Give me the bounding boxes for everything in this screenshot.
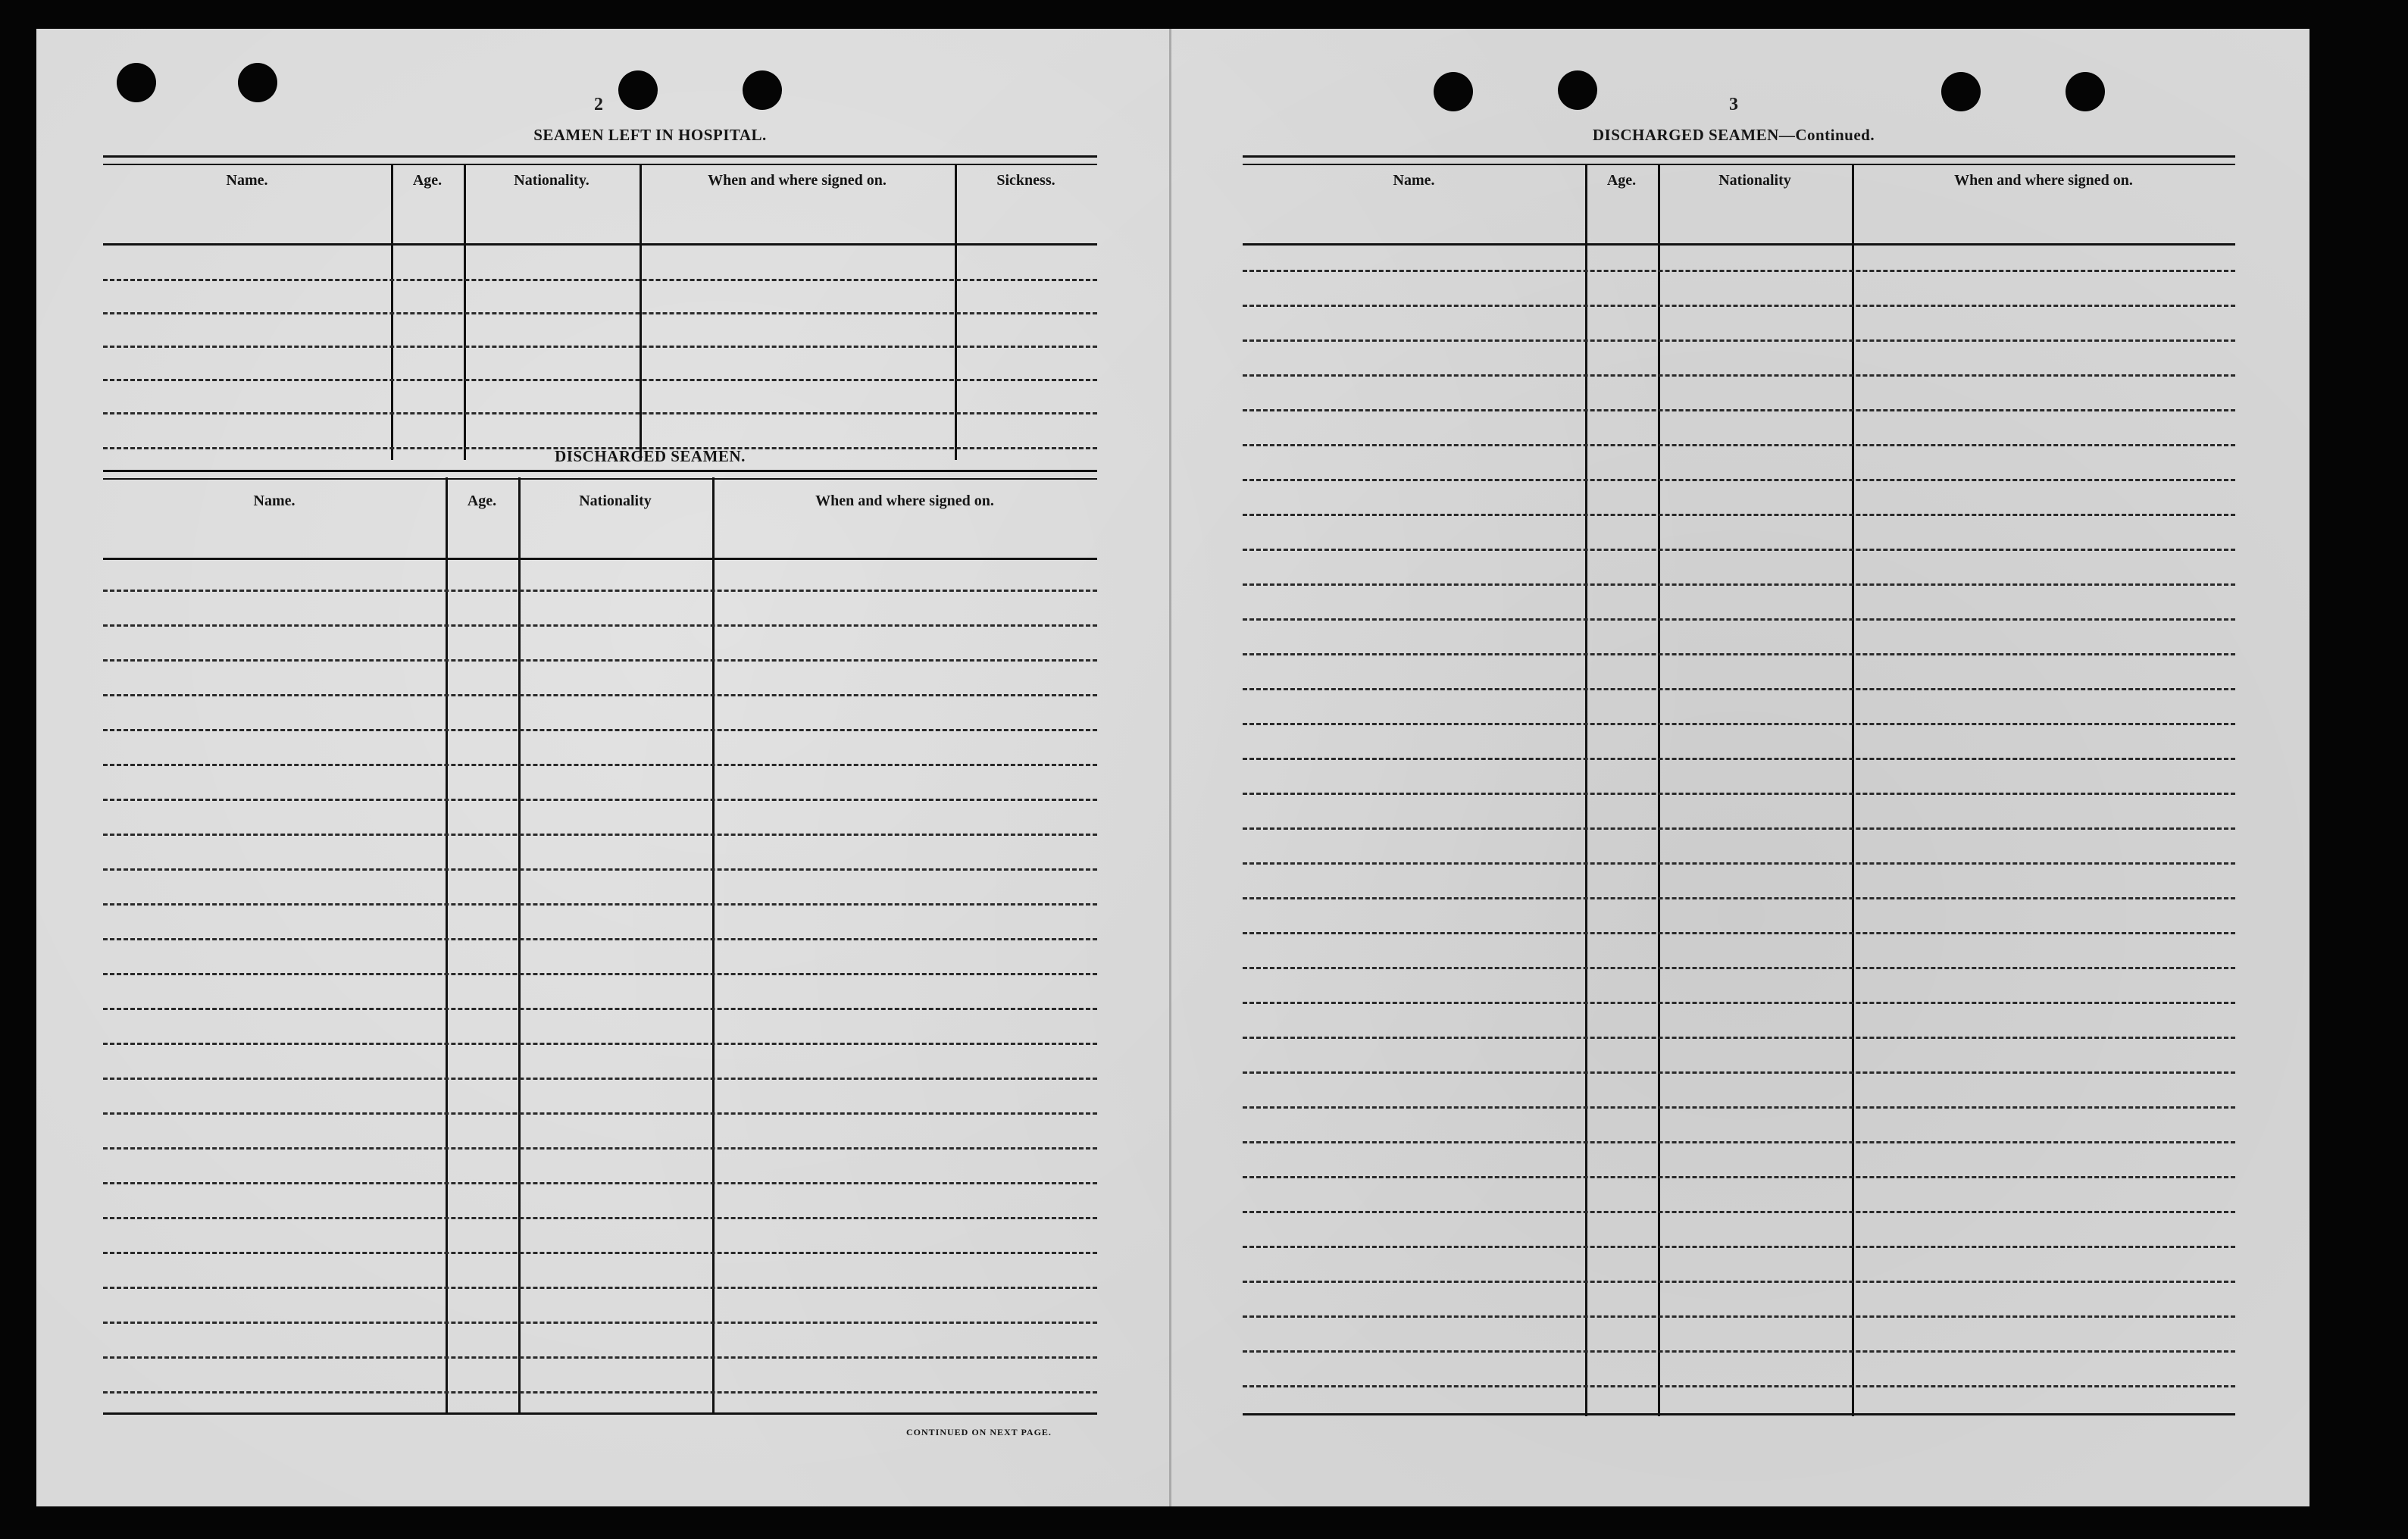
entry-line xyxy=(1243,1350,2235,1353)
entry-line xyxy=(1243,305,2235,307)
entry-line xyxy=(103,868,1097,871)
entry-line xyxy=(103,1008,1097,1010)
discharged-section-title: DISCHARGED SEAMEN. xyxy=(555,447,746,465)
entry-line xyxy=(1243,583,2235,586)
entry-line xyxy=(1243,339,2235,342)
continued-note: CONTINUED ON NEXT PAGE. xyxy=(906,1427,1052,1437)
table-bottom-rule xyxy=(1243,1413,2235,1415)
punch-hole xyxy=(238,63,277,102)
entry-line xyxy=(103,973,1097,975)
punch-hole xyxy=(117,63,156,102)
column-header: Nationality xyxy=(1718,172,1791,189)
hospital-section-title: SEAMEN LEFT IN HOSPITAL. xyxy=(533,126,767,144)
entry-line xyxy=(103,1078,1097,1080)
entry-line xyxy=(103,1287,1097,1289)
entry-line xyxy=(103,1252,1097,1254)
entry-line xyxy=(103,1356,1097,1359)
entry-line xyxy=(103,1147,1097,1150)
column-divider xyxy=(518,477,521,1414)
column-divider xyxy=(1852,164,1854,1416)
column-header: When and where signed on. xyxy=(815,493,994,509)
entry-line xyxy=(103,903,1097,906)
entry-line xyxy=(1243,653,2235,655)
entry-line xyxy=(1243,1071,2235,1074)
entry-line xyxy=(1243,1246,2235,1248)
entry-line xyxy=(103,1217,1097,1219)
column-header: Name. xyxy=(226,172,268,189)
entry-line xyxy=(1243,409,2235,411)
entry-line xyxy=(1243,270,2235,272)
entry-line xyxy=(1243,479,2235,481)
entry-line xyxy=(1243,1002,2235,1004)
document-sheet xyxy=(36,29,2309,1506)
table-top-rule xyxy=(103,155,1097,165)
entry-line xyxy=(103,1043,1097,1045)
column-header: When and where signed on. xyxy=(708,172,887,189)
entry-line xyxy=(1243,793,2235,795)
entry-line xyxy=(103,938,1097,940)
column-divider xyxy=(712,477,715,1414)
entry-line xyxy=(103,729,1097,731)
header-bottom-rule xyxy=(103,558,1097,560)
entry-line xyxy=(103,834,1097,836)
discharged-continued-table xyxy=(1243,155,2235,1418)
column-header: Name. xyxy=(253,493,296,509)
entry-line xyxy=(1243,1037,2235,1039)
entry-line xyxy=(103,1112,1097,1115)
entry-line xyxy=(103,279,1097,281)
entry-line xyxy=(1243,1106,2235,1109)
entry-line xyxy=(103,590,1097,592)
column-header: Nationality xyxy=(579,493,652,509)
column-header: Nationality. xyxy=(514,172,589,189)
column-divider xyxy=(446,477,448,1414)
entry-line xyxy=(1243,1176,2235,1178)
page-fold xyxy=(1169,29,1171,1506)
entry-line xyxy=(1243,549,2235,551)
column-header: Age. xyxy=(1606,172,1637,189)
entry-line xyxy=(103,1322,1097,1324)
entry-line xyxy=(1243,374,2235,377)
punch-hole xyxy=(1558,70,1597,110)
entry-line xyxy=(103,312,1097,314)
entry-line xyxy=(103,694,1097,696)
column-header: Age. xyxy=(412,172,443,189)
entry-line xyxy=(103,346,1097,348)
header-bottom-rule xyxy=(103,243,1097,246)
page-number-right: 3 xyxy=(1729,95,1738,114)
column-divider xyxy=(1658,164,1660,1416)
header-bottom-rule xyxy=(1243,243,2235,246)
entry-line xyxy=(1243,827,2235,830)
punch-hole xyxy=(618,70,658,110)
punch-hole xyxy=(743,70,782,110)
entry-line xyxy=(103,799,1097,801)
entry-line xyxy=(103,412,1097,414)
punch-hole xyxy=(1434,72,1473,111)
table-top-rule xyxy=(1243,155,2235,165)
entry-line xyxy=(1243,967,2235,969)
column-header: Age. xyxy=(467,493,497,509)
column-header: Sickness. xyxy=(996,172,1055,189)
table-bottom-rule xyxy=(103,1412,1097,1415)
hospital-table xyxy=(103,155,1097,460)
column-header: Name. xyxy=(1393,172,1435,189)
entry-line xyxy=(1243,897,2235,899)
column-header: When and where signed on. xyxy=(1954,172,2133,189)
entry-line xyxy=(1243,1141,2235,1143)
discharged-continued-title: DISCHARGED SEAMEN—Continued. xyxy=(1592,126,1875,144)
entry-line xyxy=(103,764,1097,766)
entry-line xyxy=(1243,514,2235,516)
column-divider xyxy=(1585,164,1587,1416)
entry-line xyxy=(1243,1315,2235,1318)
entry-line xyxy=(1243,618,2235,621)
entry-line xyxy=(1243,723,2235,725)
entry-line xyxy=(1243,862,2235,865)
entry-line xyxy=(1243,1281,2235,1283)
punch-hole xyxy=(1941,72,1981,111)
table-top-rule xyxy=(103,470,1097,480)
entry-line xyxy=(1243,932,2235,934)
entry-line xyxy=(1243,758,2235,760)
entry-line xyxy=(1243,688,2235,690)
entry-line xyxy=(1243,444,2235,446)
discharged-table xyxy=(103,470,1097,1417)
entry-line xyxy=(103,379,1097,381)
punch-hole xyxy=(2066,72,2105,111)
entry-line xyxy=(103,624,1097,627)
entry-line xyxy=(1243,1211,2235,1213)
entry-line xyxy=(1243,1385,2235,1387)
entry-line xyxy=(103,1182,1097,1184)
entry-line xyxy=(103,1391,1097,1394)
entry-line xyxy=(103,659,1097,662)
page-number-left: 2 xyxy=(594,95,603,114)
